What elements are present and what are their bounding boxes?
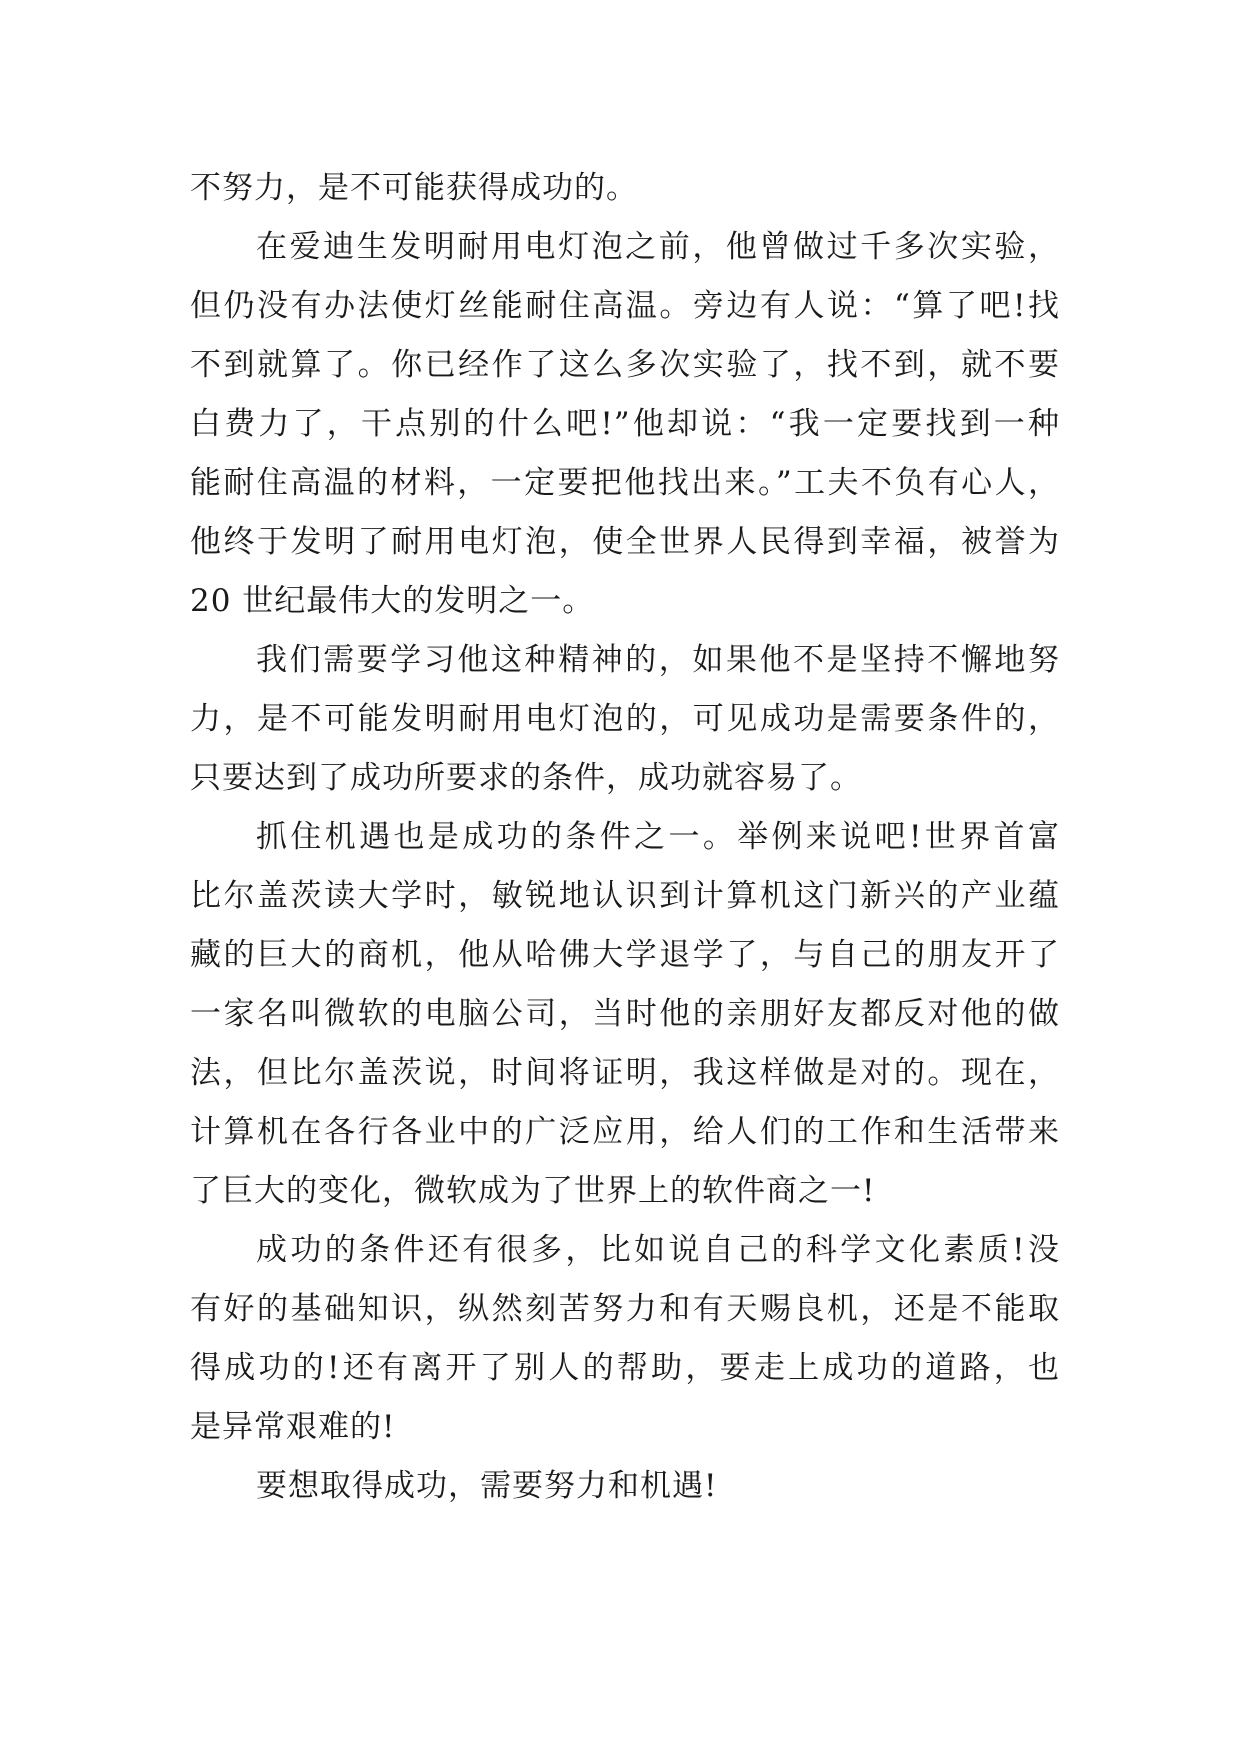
text-line: 有好的基础知识，纵然刻苦努力和有天赐良机，还是不能取 (190, 1291, 1060, 1327)
text-line: 一家名叫微软的电脑公司，当时他的亲朋好友都反对他的做 (190, 996, 1060, 1032)
text-line: 20 世纪最伟大的发明之一。 (190, 583, 595, 619)
text-line: 是异常艰难的! (190, 1409, 396, 1445)
text-line: 我们需要学习他这种精神的，如果他不是坚持不懈地努 (256, 642, 1060, 678)
text-line: 藏的巨大的商机，他从哈佛大学退学了，与自己的朋友开了 (190, 937, 1060, 973)
text-line: 力，是不可能发明耐用电灯泡的，可见成功是需要条件的， (190, 701, 1060, 737)
text-line: 比尔盖茨读大学时，敏锐地认识到计算机这门新兴的产业蕴 (190, 878, 1060, 914)
text-line: 在爱迪生发明耐用电灯泡之前，他曾做过千多次实验， (256, 229, 1060, 265)
text-line: 得成功的!还有离开了别人的帮助，要走上成功的道路，也 (190, 1350, 1060, 1386)
document-body (190, 159, 1060, 1516)
text-line: 计算机在各行各业中的广泛应用，给人们的工作和生活带来 (190, 1114, 1060, 1150)
text-line: 法，但比尔盖茨说，时间将证明，我这样做是对的。现在， (190, 1055, 1060, 1091)
text-line: 但仍没有办法使灯丝能耐住高温。旁边有人说：“算了吧!找 (190, 288, 1060, 324)
text-line: 要想取得成功，需要努力和机遇! (256, 1468, 718, 1504)
text-line: 能耐住高温的材料，一定要把他找出来。”工夫不负有心人， (190, 465, 1060, 501)
text-line: 了巨大的变化，微软成为了世界上的软件商之一! (190, 1173, 876, 1209)
text-line: 他终于发明了耐用电灯泡，使全世界人民得到幸福，被誉为 (190, 524, 1060, 560)
text-line: 不努力，是不可能获得成功的。 (190, 170, 638, 206)
text-line: 抓住机遇也是成功的条件之一。举例来说吧!世界首富 (256, 819, 1060, 855)
text-line: 白费力了，干点别的什么吧!”他却说：“我一定要找到一种 (190, 406, 1060, 442)
text-line: 不到就算了。你已经作了这么多次实验了，找不到，就不要 (190, 347, 1060, 383)
text-line: 成功的条件还有很多，比如说自己的科学文化素质!没 (256, 1232, 1060, 1268)
text-line: 只要达到了成功所要求的条件，成功就容易了。 (190, 760, 862, 796)
